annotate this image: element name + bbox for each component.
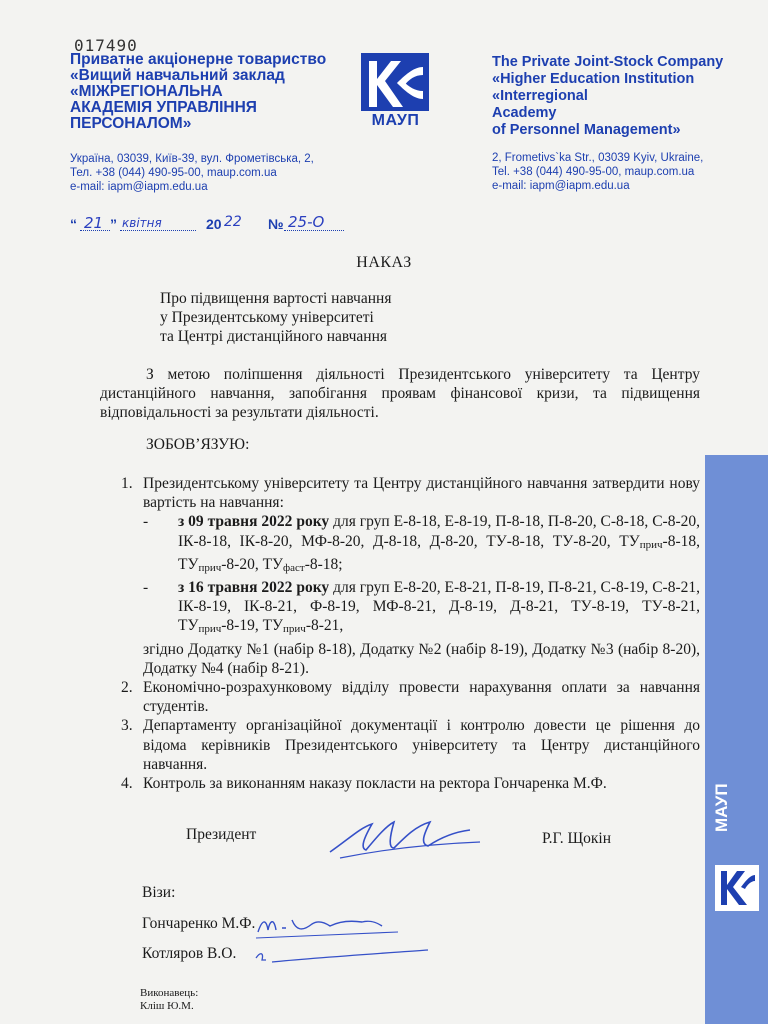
item-appendix-text: згідно Додатку №1 (набір 8-18), Додатку №2 (набір 8-19), Додатку №3 (набір 8-20), Додатку №4 (набір 8-21). bbox=[143, 640, 700, 677]
letterhead-left-line: ПЕРСОНАЛОМ» bbox=[70, 115, 192, 132]
address-right-line: 2, Frometivs`ka Str., 03039 Kyiv, Ukraine, bbox=[492, 152, 704, 164]
address-right-line: Tel. +38 (044) 490-95-00, maup.com.ua bbox=[492, 166, 695, 178]
letterhead-right bbox=[492, 54, 732, 139]
order-item bbox=[108, 716, 700, 774]
registration-number: 017490 bbox=[74, 36, 138, 55]
sub-item-text: -8-19, ТУ bbox=[221, 617, 284, 635]
date-day: 21 bbox=[84, 214, 104, 232]
letterhead-left-line: Приватне акціонерне товариство bbox=[70, 51, 327, 68]
signatory-position: Президент bbox=[186, 826, 257, 843]
subject-line: Про підвищення вартості навчання bbox=[160, 290, 392, 307]
preamble bbox=[100, 365, 700, 423]
letterhead-right-line: of Personnel Management» bbox=[492, 122, 681, 138]
item-number: 2. bbox=[121, 679, 133, 697]
sub-item: - з 09 травня 2022 року для груп Е-8-18, Е-8-19, П-8-18, П-8-20, С-8-18, С-8-20, ІК-8-18, ІК-8-20, МФ-8-20, Д-8-18, Д-8-20, ТУ-8-18, ТУ-8-20, $ТУ_{прич}-8-18$, $ТУ_{прич}-8-20$, $ТУ_{фаст}-8-18$; bbox=[143, 513, 701, 574]
order-subject bbox=[160, 289, 391, 346]
subject-line: у Президентському університеті bbox=[160, 309, 374, 326]
signatory-name: Р.Г. Щокін bbox=[542, 830, 612, 847]
sub-item-text: для груп Е-8-20, Е-8-21, П-8-19, П-8-21, С-8-19, С-8-21, ІК-8-19, ІК-8-21, Ф-8-19, МФ-8-21, Д-8-19, Д-8-21, ТУ-8-19, ТУ-8-21, ТУ bbox=[178, 579, 701, 635]
executor bbox=[140, 987, 198, 1013]
order-item bbox=[108, 774, 700, 793]
subscript: прич bbox=[198, 623, 222, 636]
letterhead-left-line: «Вищий навчальний заклад bbox=[70, 67, 285, 84]
visa-signature bbox=[252, 910, 402, 946]
subscript: прич bbox=[198, 561, 222, 574]
preamble-text: З метою поліпшення діяльності Президентського університету та Центру дистанційного навчання, запобігання проявам фінансової кризи, та підвищення відповідальності за результати діяльності. bbox=[100, 366, 700, 422]
item-text: Економічно-розрахунковому відділу провести нарахування оплати за навчання студентів. bbox=[143, 679, 700, 716]
address-left bbox=[70, 152, 370, 194]
sub-item-text: -8-21, bbox=[305, 617, 344, 635]
order-number: 25-О bbox=[288, 213, 325, 231]
visa-signature bbox=[252, 944, 432, 970]
stripe-logo-text: МАУП bbox=[712, 783, 731, 833]
letterhead-left bbox=[70, 52, 370, 132]
item-number: 4. bbox=[121, 775, 133, 793]
executor-name: Кліш Ю.М. bbox=[140, 1000, 194, 1012]
subscript: фаст bbox=[283, 561, 305, 574]
visas-label: Візи: bbox=[142, 884, 176, 901]
sub-item-text: -8-18, ТУ bbox=[178, 532, 700, 573]
executor-label: Виконавець: bbox=[140, 987, 199, 999]
sub-item-date: з 16 травня 2022 року bbox=[178, 579, 330, 597]
order-items bbox=[108, 474, 700, 793]
letterhead-right-line: Academy bbox=[492, 105, 557, 121]
letterhead-right-line: «Higher Education Institution bbox=[492, 71, 695, 87]
item-number: 1. bbox=[121, 475, 133, 492]
sub-item-text: -8-20, ТУ bbox=[221, 555, 284, 573]
letterhead-left-line: АКАДЕМІЯ УПРАВЛІННЯ bbox=[70, 99, 257, 116]
order-item bbox=[108, 678, 700, 716]
date-year-suffix: 22 bbox=[224, 214, 242, 230]
date-year-prefix: 20 bbox=[206, 216, 222, 232]
sub-item-text: -8-18; bbox=[304, 555, 343, 573]
subscript: прич bbox=[283, 623, 306, 636]
date-line: “ 21 ” квітня 20 22 № 25-О bbox=[70, 214, 370, 238]
address-right-line: e-mail: iapm@iapm.edu.ua bbox=[492, 180, 630, 192]
item-number: 3. bbox=[121, 717, 133, 735]
subscript: прич bbox=[639, 538, 663, 551]
logo-text: МАУП bbox=[371, 112, 420, 129]
address-left-line: e-mail: iapm@iapm.edu.ua bbox=[70, 181, 208, 193]
letterhead-right-line: «Interregional bbox=[492, 88, 588, 104]
letterhead-right-line: The Private Joint-Stock Company bbox=[492, 54, 724, 70]
sub-item: - з 16 травня 2022 року для груп Е-8-20, Е-8-21, П-8-19, П-8-21, С-8-19, С-8-21, ІК-8-19, ІК-8-21, Ф-8-19, МФ-8-21, Д-8-19, Д-8-21, ТУ-8-19, ТУ-8-21, $ТУ_{прич}-8-19$, $ТУ_{прич}-8-21$, bbox=[143, 579, 701, 636]
number-label: № bbox=[268, 216, 284, 232]
date-month: квітня bbox=[122, 216, 162, 230]
letterhead-side-stripe bbox=[705, 455, 768, 1024]
sub-item-date: з 09 травня 2022 року bbox=[178, 513, 330, 531]
subject-line: та Центрі дистанційного навчання bbox=[160, 328, 388, 345]
item-text: Контроль за виконанням наказу покласти на ректора Гончаренка М.Ф. bbox=[143, 775, 607, 793]
item-text: Департаменту організаційної документації і контролю довести це рішення до відома керівників Президентського університету та Центру дистанційного навчання. bbox=[143, 717, 700, 773]
visa-name: Котляров В.О. bbox=[142, 945, 237, 962]
order-item bbox=[108, 474, 700, 678]
sub-item-text: для груп Е-8-18, Е-8-19, П-8-18, П-8-20, С-8-18, С-8-20, ІК-8-18, ІК-8-20, МФ-8-20, Д-8-18, Д-8-20, ТУ-8-18, ТУ-8-20, ТУ bbox=[178, 513, 701, 550]
address-right bbox=[492, 151, 732, 193]
document-title: НАКАЗ bbox=[356, 254, 412, 271]
visa-name: Гончаренко М.Ф. bbox=[142, 915, 256, 932]
item-text: Президентському університету та Центру дистанційного навчання затвердити нову вартість на навчання: bbox=[143, 475, 700, 512]
address-left-line: Тел. +38 (044) 490-95-00, maup.com.ua bbox=[70, 167, 277, 179]
address-left-line: Україна, 03039, Київ-39, вул. Фрометівська, 2, bbox=[70, 153, 314, 165]
commit-heading: ЗОБОВ’ЯЗУЮ: bbox=[146, 436, 250, 453]
president-signature bbox=[320, 808, 490, 868]
letterhead-left-line: «МІЖРЕГІОНАЛЬНА bbox=[70, 83, 223, 100]
